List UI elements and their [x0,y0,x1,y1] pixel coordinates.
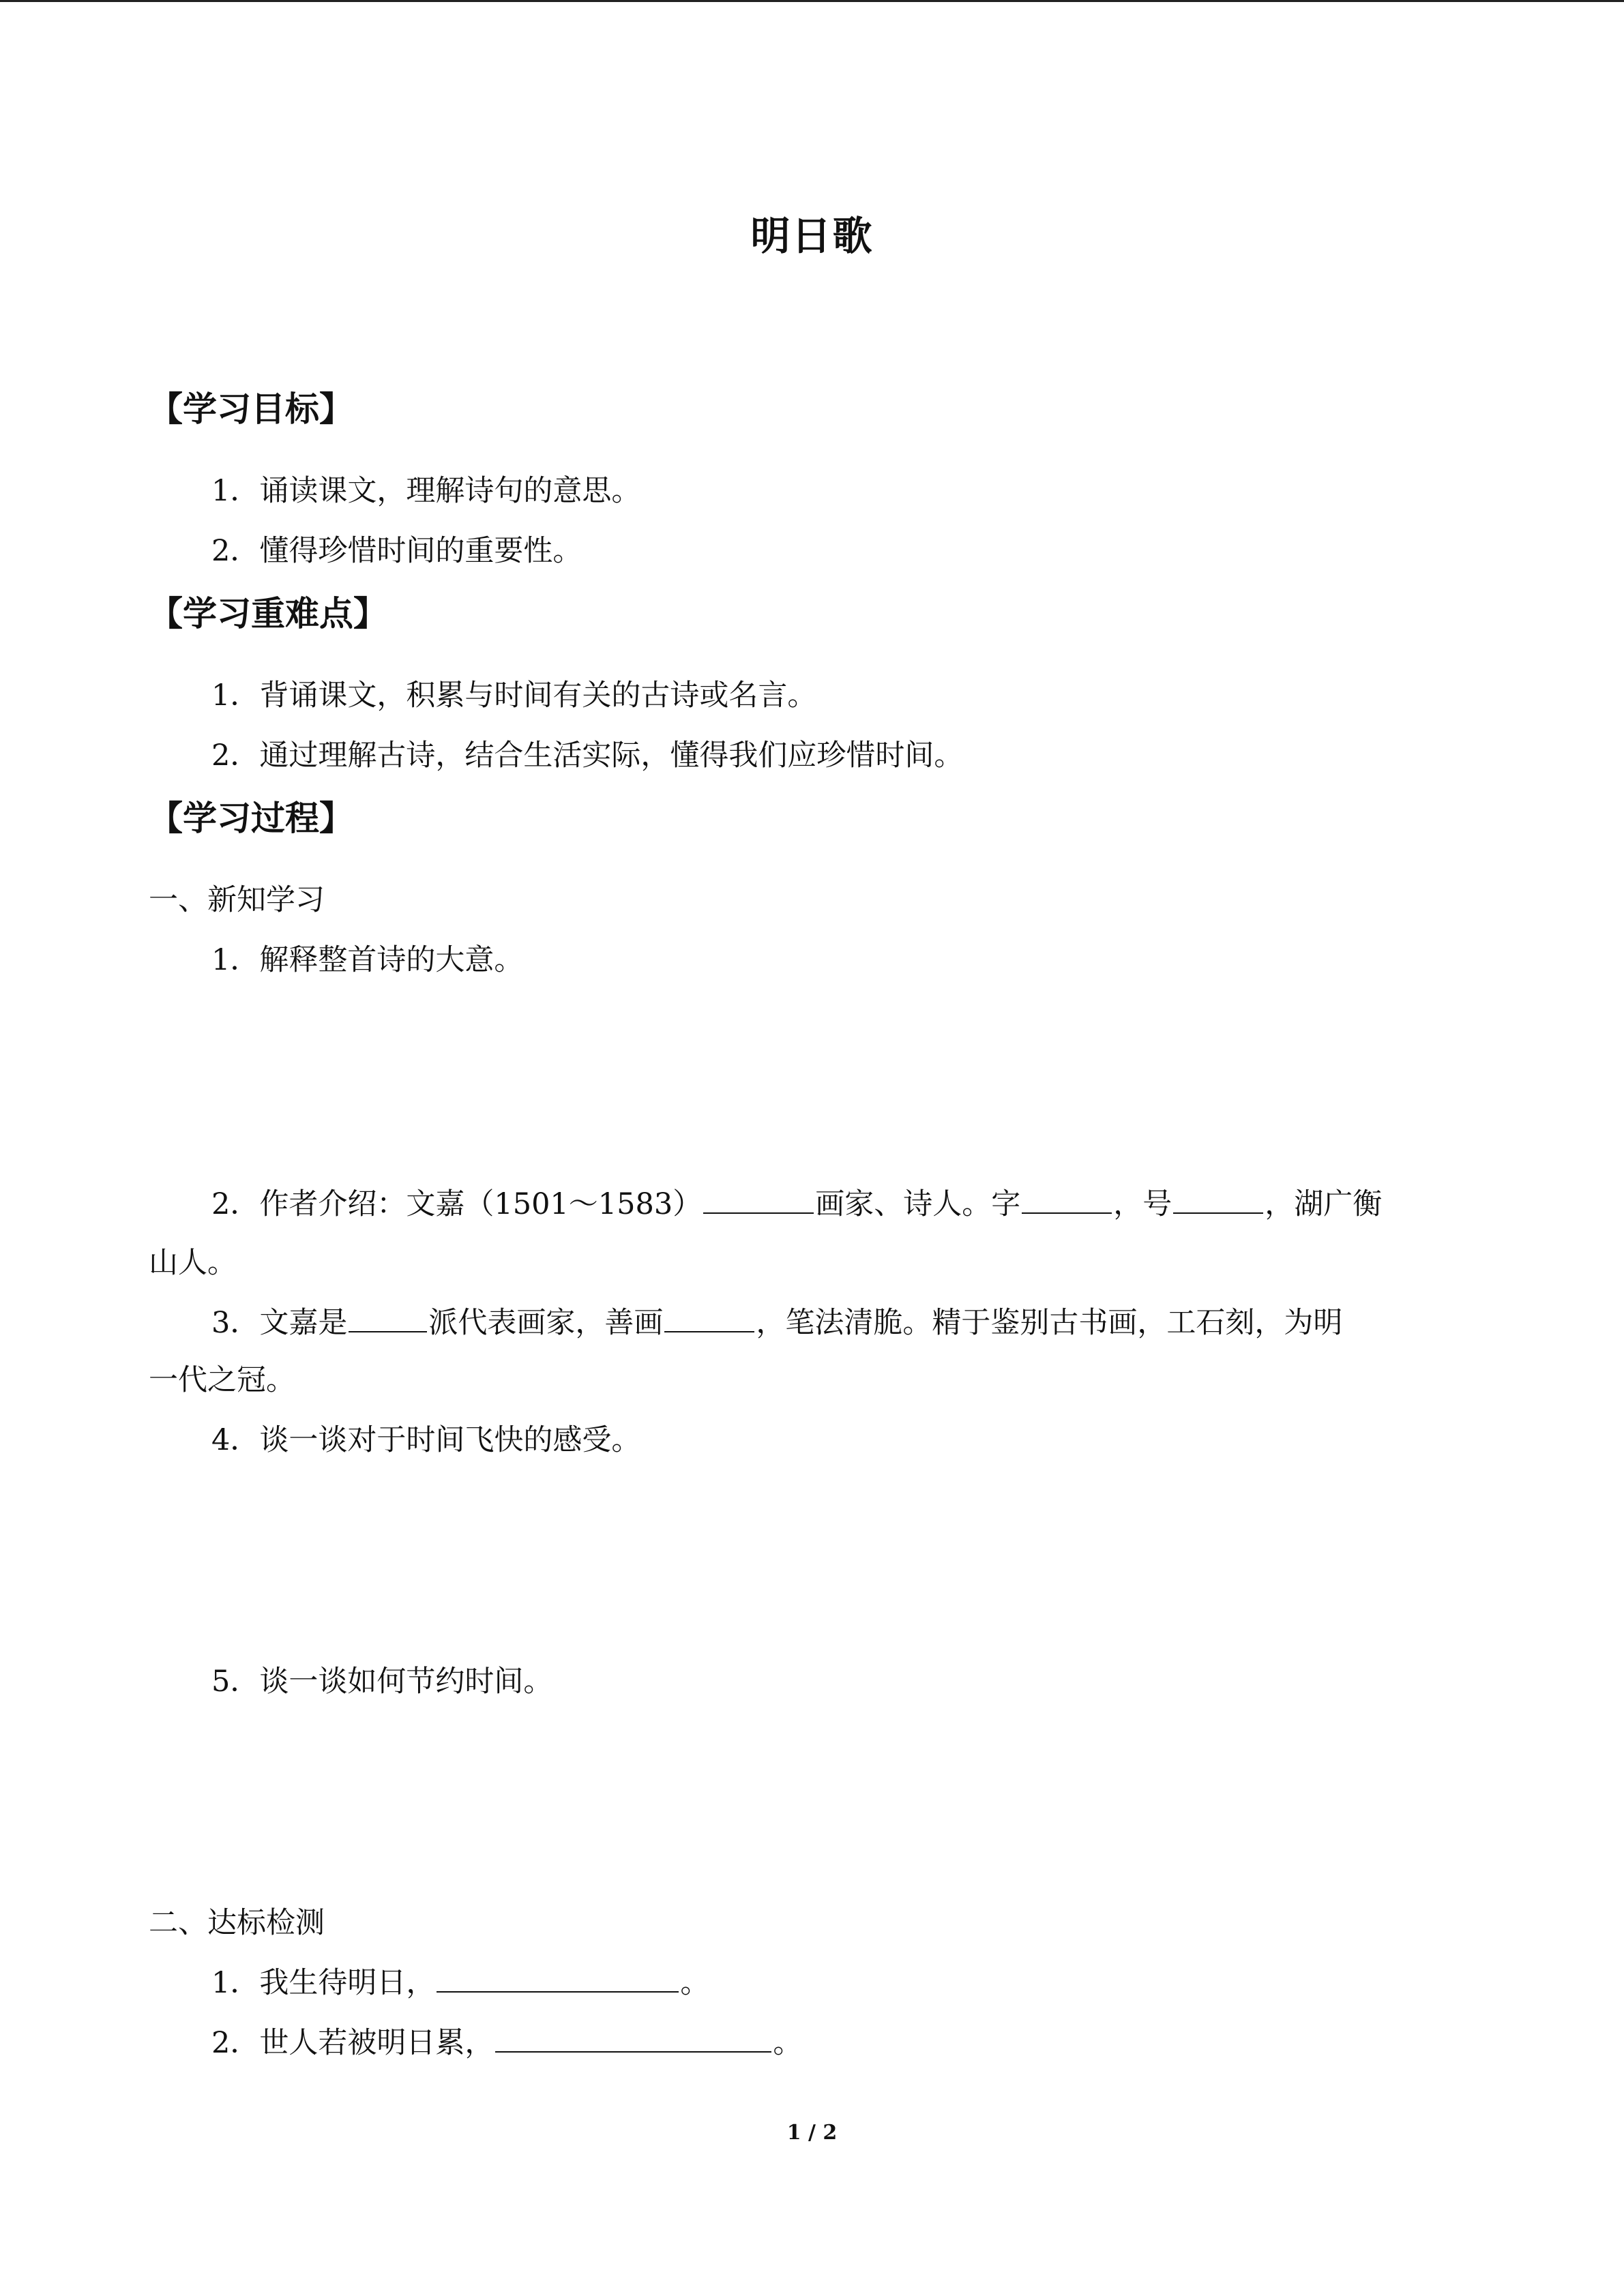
q2-blank-courtesy-name[interactable] [1022,1182,1112,1214]
part1-question-3 [211,1301,1342,1343]
top-border-line [0,0,1624,2]
part1-question-4: 4．谈一谈对于时间飞快的感受。 [211,1423,641,1457]
part1-question-3-continued: 一代之冠。 [149,1363,295,1397]
q3-text-b: 派代表画家，善画 [428,1306,664,1340]
p2q1-text-b: 。 [680,1966,710,2000]
q3-text-c: ，笔法清脆。精于鉴别古书画，工石刻，为明 [756,1306,1343,1340]
part2-heading: 二、达标检测 [149,1906,325,1940]
p2q1-text-a: 1．我生待明日， [211,1966,436,2000]
q3-text-a: 3．文嘉是 [211,1306,348,1340]
part2-question-2 [211,2021,802,2063]
page-title: 明日歌 [750,213,874,259]
q3-blank-subject[interactable] [664,1301,754,1332]
part1-question-2-continued: 山人。 [149,1246,237,1280]
page-number: 1 / 2 [786,2121,838,2145]
q2-blank-art-name[interactable] [1173,1182,1263,1214]
p2q2-blank[interactable] [495,2021,771,2053]
keypoint-item-2: 2．通过理解古诗，结合生活实际，懂得我们应珍惜时间。 [211,739,964,773]
part1-question-1: 1．解释整首诗的大意。 [211,943,524,977]
part2-question-1 [211,1961,709,2003]
objective-item-2: 2．懂得珍惜时间的重要性。 [211,534,582,568]
part1-question-2 [211,1182,1382,1225]
q2-text-a: 2．作者介绍：文嘉（1501～1583） [211,1187,703,1221]
p2q2-text-b: 。 [773,2026,803,2060]
q2-text-b: 画家、诗人。字 [815,1187,1021,1221]
q2-blank-era[interactable] [703,1182,814,1214]
part1-question-5: 5．谈一谈如何节约时间。 [211,1665,553,1699]
p2q2-text-a: 2．世人若被明日累， [211,2026,494,2060]
objective-item-1: 1．诵读课文，理解诗句的意思。 [211,474,641,508]
q3-blank-school[interactable] [349,1301,427,1332]
q2-text-d: ，湖广衡 [1265,1187,1383,1221]
section-heading-keypoints: 【学习重难点】 [149,594,387,633]
section-heading-objectives: 【学习目标】 [149,389,353,429]
part1-heading: 一、新知学习 [149,883,325,917]
q2-text-c: ，号 [1113,1187,1172,1221]
p2q1-blank[interactable] [437,1961,679,1993]
keypoint-item-1: 1．背诵课文，积累与时间有关的古诗或名言。 [211,679,817,713]
section-heading-process: 【学习过程】 [149,799,353,838]
